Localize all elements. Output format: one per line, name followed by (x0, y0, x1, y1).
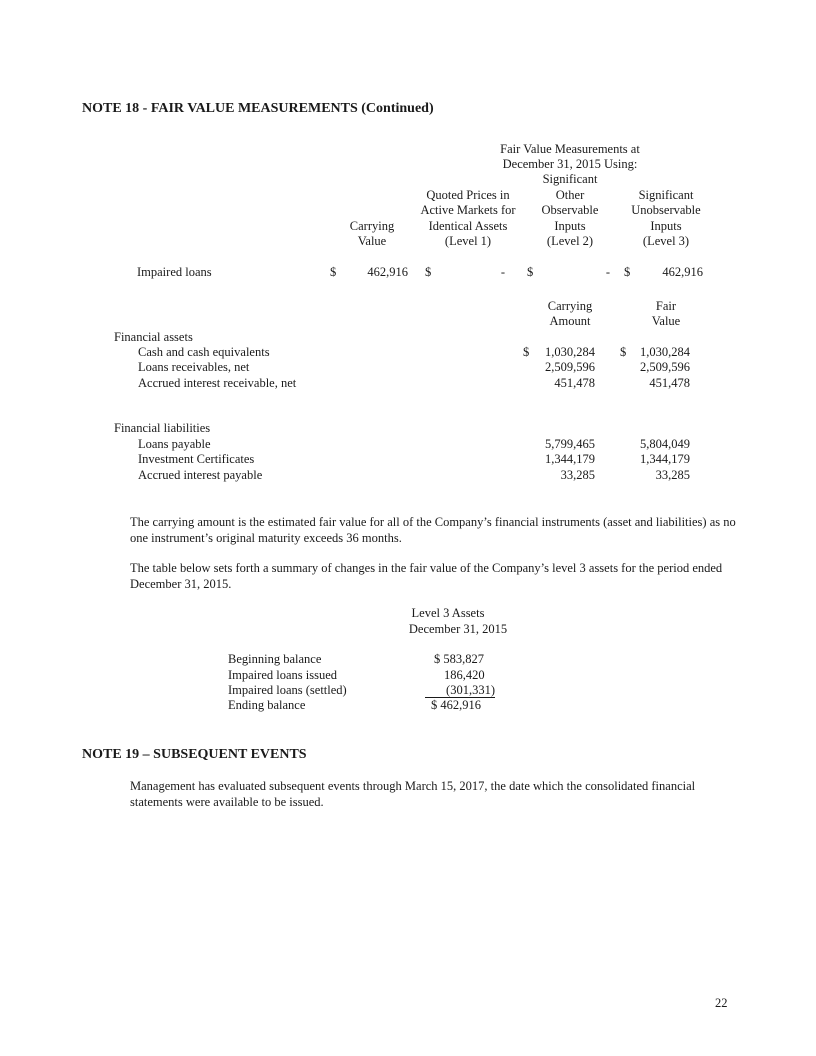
row-label: Loans payable (138, 437, 211, 451)
dollar-sign: $ (523, 345, 530, 359)
carrying-amount: 451,478 (554, 376, 595, 390)
col-header-text: Significant (542, 172, 598, 186)
row-value: 186,420 (444, 668, 485, 682)
note19-title: NOTE 19 – SUBSEQUENT EVENTS (82, 747, 307, 762)
financial-assets-header: Financial assets (114, 330, 193, 344)
row-label: Impaired loans issued (228, 668, 338, 682)
dollar-sign: $ (624, 265, 631, 279)
col-header-text: (Level 2) (546, 234, 594, 248)
dollar-sign: $ (527, 265, 534, 279)
row-label: Accrued interest receivable, net (138, 376, 297, 390)
level3-header: Level 3 Assets (411, 606, 485, 620)
level1-value: - (500, 265, 505, 279)
carrying-amount: 33,285 (560, 468, 595, 482)
paragraph-subsequent-events: Management has evaluated subsequent events through March 15, 2017, the date which the consolidated financial statements were available to be issued. (130, 779, 696, 809)
carrying-amount: 2,509,596 (545, 360, 595, 374)
col-header-text: Observable (541, 203, 599, 217)
col-header-text: Quoted Prices in (426, 188, 510, 202)
level2-value: - (605, 265, 610, 279)
dollar-sign: $ (425, 265, 432, 279)
row-label: Accrued interest payable (138, 468, 263, 482)
row-value: $ 462,916 (431, 698, 481, 712)
fv-header-line1: Fair Value Measurements at (500, 142, 640, 156)
col-header-text: Inputs (554, 219, 586, 233)
col-header-text: Significant (638, 188, 694, 202)
carrying-amount: 5,799,465 (545, 437, 595, 451)
fair-value: 5,804,049 (640, 437, 690, 451)
row-label: Ending balance (228, 698, 306, 712)
row-label: Impaired loans (137, 265, 212, 279)
level3-header-date: December 31, 2015 (408, 622, 508, 636)
paragraph-level3-summary: The table below sets forth a summary of changes in the fair value of the Company’s level 3 assets for the period ended December 31, 2015. (130, 561, 723, 591)
dollar-sign: $ (620, 345, 627, 359)
note18-title: NOTE 18 - FAIR VALUE MEASUREMENTS (Continued) (82, 101, 434, 116)
col-header-carrying-amount: Amount (549, 314, 591, 328)
col-header-text: Value (357, 234, 387, 248)
row-value: $ 583,827 (434, 652, 484, 666)
row-label: Loans receivables, net (138, 360, 250, 374)
fair-value: 451,478 (649, 376, 690, 390)
col-header-carrying-amount: Carrying (547, 299, 593, 313)
page-number: 22 (715, 996, 728, 1010)
row-value: (301,331) (425, 683, 495, 698)
col-header-text: Inputs (650, 219, 682, 233)
col-header-text: (Level 3) (642, 234, 690, 248)
col-header-text: (Level 1) (444, 234, 492, 248)
fair-value: 33,285 (655, 468, 690, 482)
col-header-text: Other (555, 188, 585, 202)
fair-value: 1,344,179 (640, 452, 690, 466)
paragraph-carrying-amount: The carrying amount is the estimated fair value for all of the Company’s financial instruments (asset and liabilities) as no one instrument’s original maturity exceeds 36 months. (130, 515, 736, 545)
fair-value: 2,509,596 (640, 360, 690, 374)
row-label: Cash and cash equivalents (138, 345, 270, 359)
col-header-text: Identical Assets (428, 219, 508, 233)
col-header-fair-value: Value (651, 314, 681, 328)
row-label: Investment Certificates (138, 452, 255, 466)
carrying-value: 462,916 (367, 265, 408, 279)
row-label: Beginning balance (228, 652, 322, 666)
carrying-amount: 1,030,284 (545, 345, 595, 359)
financial-liabilities-header: Financial liabilities (114, 421, 211, 435)
level3-value: 462,916 (662, 265, 703, 279)
col-header-text: Active Markets for (420, 203, 516, 217)
col-header-text: Carrying (349, 219, 395, 233)
col-header-fair-value: Fair (655, 299, 677, 313)
col-header-text: Unobservable (631, 203, 701, 217)
fv-header-line2: December 31, 2015 Using: (502, 157, 638, 171)
dollar-sign: $ (330, 265, 337, 279)
row-label: Impaired loans (settled) (228, 683, 347, 697)
fair-value: 1,030,284 (640, 345, 690, 359)
carrying-amount: 1,344,179 (545, 452, 595, 466)
